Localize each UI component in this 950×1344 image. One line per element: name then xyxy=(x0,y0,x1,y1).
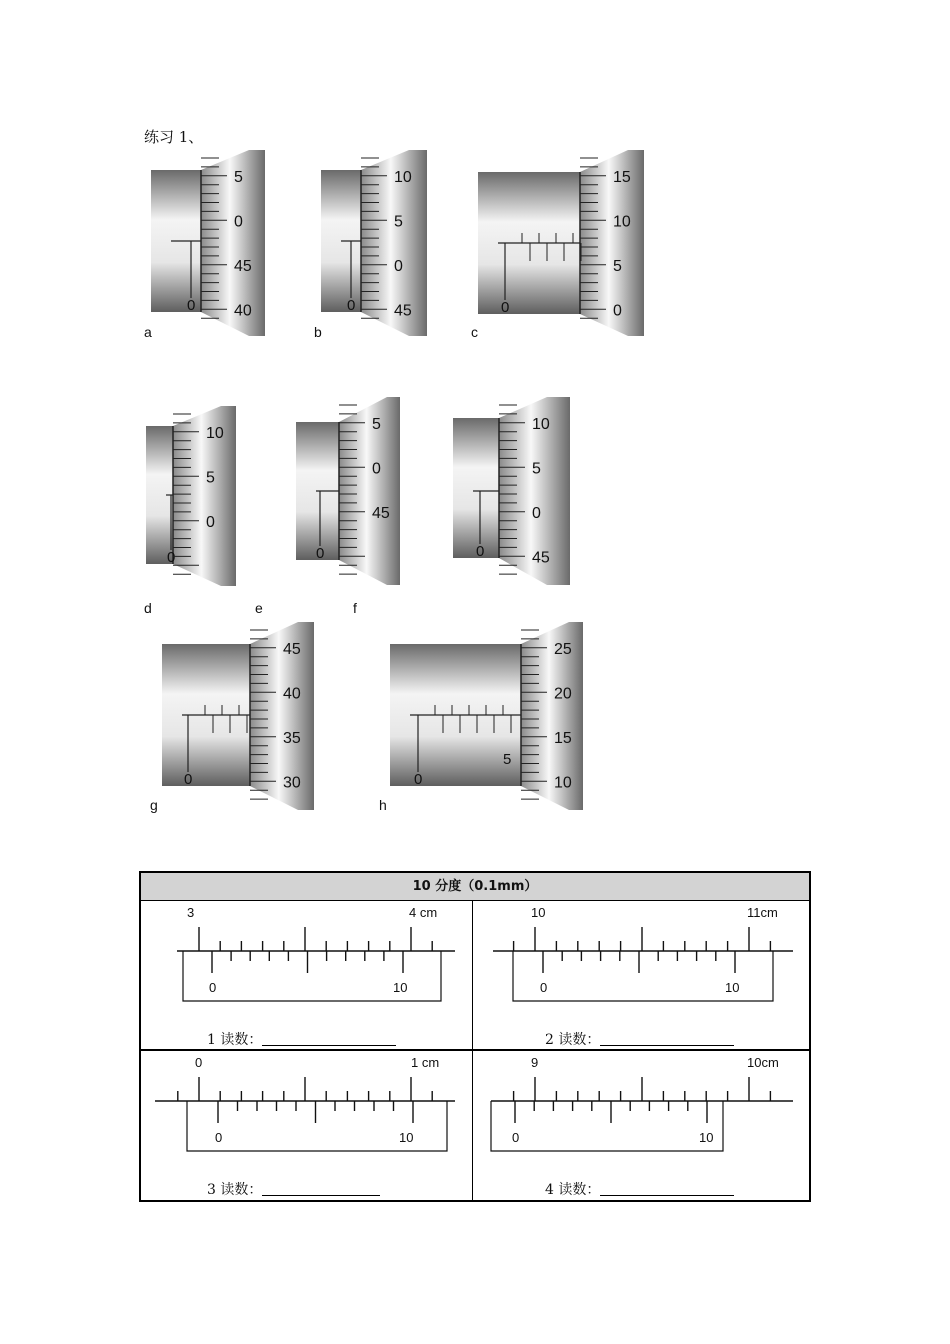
micrometer-thimble xyxy=(173,406,236,586)
svg-text:0: 0 xyxy=(167,549,176,566)
reading-line xyxy=(207,1179,380,1199)
micrometer-label-b: b xyxy=(314,324,322,340)
thimble-number: 45 xyxy=(283,640,301,658)
reading-label: 1 读数： xyxy=(207,1032,263,1048)
svg-text:0: 0 xyxy=(316,545,325,562)
vernier-label-left: 0 xyxy=(215,1130,223,1145)
vernier-cell-2 xyxy=(473,901,809,1051)
main-scale-label-left: 9 xyxy=(531,1055,539,1070)
vernier-label-left: 0 xyxy=(512,1130,520,1145)
thimble-number: 40 xyxy=(283,685,301,703)
micrometer-b xyxy=(321,150,427,336)
micrometer-label-a: a xyxy=(144,324,152,340)
micrometer-label-h: h xyxy=(379,797,387,813)
reading-answer-blank[interactable] xyxy=(262,1181,380,1196)
main-scale-label-right: 11cm xyxy=(747,905,778,920)
micrometer-d xyxy=(146,406,236,586)
micrometer-drawing-a xyxy=(151,150,265,336)
micrometer-drawing-e xyxy=(296,397,400,585)
reading-label: 2 读数： xyxy=(545,1032,601,1048)
svg-text:0: 0 xyxy=(187,297,196,314)
svg-text:0: 0 xyxy=(414,771,423,788)
main-scale-label-right: 4 cm xyxy=(409,905,438,920)
thimble-number: 0 xyxy=(394,257,403,275)
thimble-number: 5 xyxy=(532,460,541,478)
vernier-label-right: 10 xyxy=(725,980,740,995)
micrometer-g xyxy=(162,622,314,810)
svg-text:0: 0 xyxy=(347,297,356,314)
thimble-number: 10 xyxy=(532,415,550,433)
micrometer-thimble xyxy=(201,150,265,336)
main-scale-label-left: 0 xyxy=(195,1055,203,1070)
micrometer-drawing-d xyxy=(146,406,236,586)
thimble-number: 5 xyxy=(372,415,381,433)
micrometer-h xyxy=(390,622,583,810)
thimble-number: 10 xyxy=(613,213,631,231)
micrometer-f xyxy=(453,397,570,585)
main-scale-label-right: 1 cm xyxy=(411,1055,440,1070)
thimble-number: 0 xyxy=(206,513,215,531)
thimble-number: 10 xyxy=(394,168,412,186)
thimble-number: 15 xyxy=(613,168,631,186)
reading-answer-blank[interactable] xyxy=(262,1031,396,1046)
micrometer-thimble xyxy=(580,150,644,336)
thimble-number: 5 xyxy=(394,213,403,231)
micrometer-drawing-f xyxy=(453,397,570,585)
micrometer-drawing-g xyxy=(162,622,314,810)
vernier-label-right: 10 xyxy=(699,1130,714,1145)
vernier-label-right: 10 xyxy=(393,980,408,995)
micrometer-label-e: e xyxy=(255,600,263,616)
thimble-number: 0 xyxy=(372,460,381,478)
thimble-number: 10 xyxy=(206,424,224,442)
main-scale-label-left: 3 xyxy=(187,905,195,920)
thimble-number: 10 xyxy=(554,774,572,792)
thimble-number: 40 xyxy=(234,302,252,320)
vernier-label-left: 0 xyxy=(209,980,217,995)
vernier-label-left: 0 xyxy=(540,980,548,995)
reading-label: 3 读数： xyxy=(207,1182,263,1198)
vernier-cell-4 xyxy=(473,1051,809,1200)
micrometer-drawing-b xyxy=(321,150,427,336)
thimble-number: 35 xyxy=(283,729,301,747)
reading-line xyxy=(207,1029,396,1049)
vernier-table xyxy=(139,871,811,1202)
thimble-number: 5 xyxy=(613,257,622,275)
vernier-label-right: 10 xyxy=(399,1130,414,1145)
reading-answer-blank[interactable] xyxy=(600,1031,734,1046)
thimble-number: 20 xyxy=(554,685,572,703)
micrometer-drawing-c xyxy=(478,150,644,336)
reading-line xyxy=(545,1029,734,1049)
micrometer-a xyxy=(151,150,265,336)
micrometer-c xyxy=(478,150,644,336)
thimble-number: 5 xyxy=(206,469,215,487)
thimble-number: 0 xyxy=(234,213,243,231)
thimble-number: 45 xyxy=(234,257,252,275)
thimble-number: 45 xyxy=(532,549,550,567)
main-scale-label-right: 10cm xyxy=(747,1055,779,1070)
reading-answer-blank[interactable] xyxy=(600,1181,734,1196)
reading-line xyxy=(545,1179,734,1199)
micrometer-label-d: d xyxy=(144,600,152,616)
vernier-table-title: 10 分度（0.1mm） xyxy=(141,873,809,901)
micrometer-label-g: g xyxy=(150,797,158,813)
thimble-number: 15 xyxy=(554,729,572,747)
main-scale-label-left: 10 xyxy=(531,905,546,920)
svg-text:0: 0 xyxy=(501,299,510,316)
vernier-cell-3 xyxy=(141,1051,473,1200)
exercise-title: 练习 1、 xyxy=(144,128,204,146)
thimble-number: 25 xyxy=(554,640,572,658)
svg-text:0: 0 xyxy=(184,771,193,788)
svg-text:5: 5 xyxy=(503,751,512,768)
micrometer-sleeve xyxy=(453,418,499,558)
thimble-number: 0 xyxy=(613,302,622,320)
thimble-number: 5 xyxy=(234,168,243,186)
micrometer-drawing-h xyxy=(390,622,583,810)
micrometer-label-c: c xyxy=(471,324,478,340)
reading-label: 4 读数： xyxy=(545,1182,601,1198)
thimble-number: 45 xyxy=(372,504,390,522)
micrometer-label-f: f xyxy=(353,600,357,616)
svg-text:0: 0 xyxy=(476,543,485,560)
thimble-number: 0 xyxy=(532,504,541,522)
vernier-cell-1 xyxy=(141,901,473,1051)
micrometer-e xyxy=(296,397,400,585)
thimble-number: 30 xyxy=(283,774,301,792)
thimble-number: 45 xyxy=(394,302,412,320)
